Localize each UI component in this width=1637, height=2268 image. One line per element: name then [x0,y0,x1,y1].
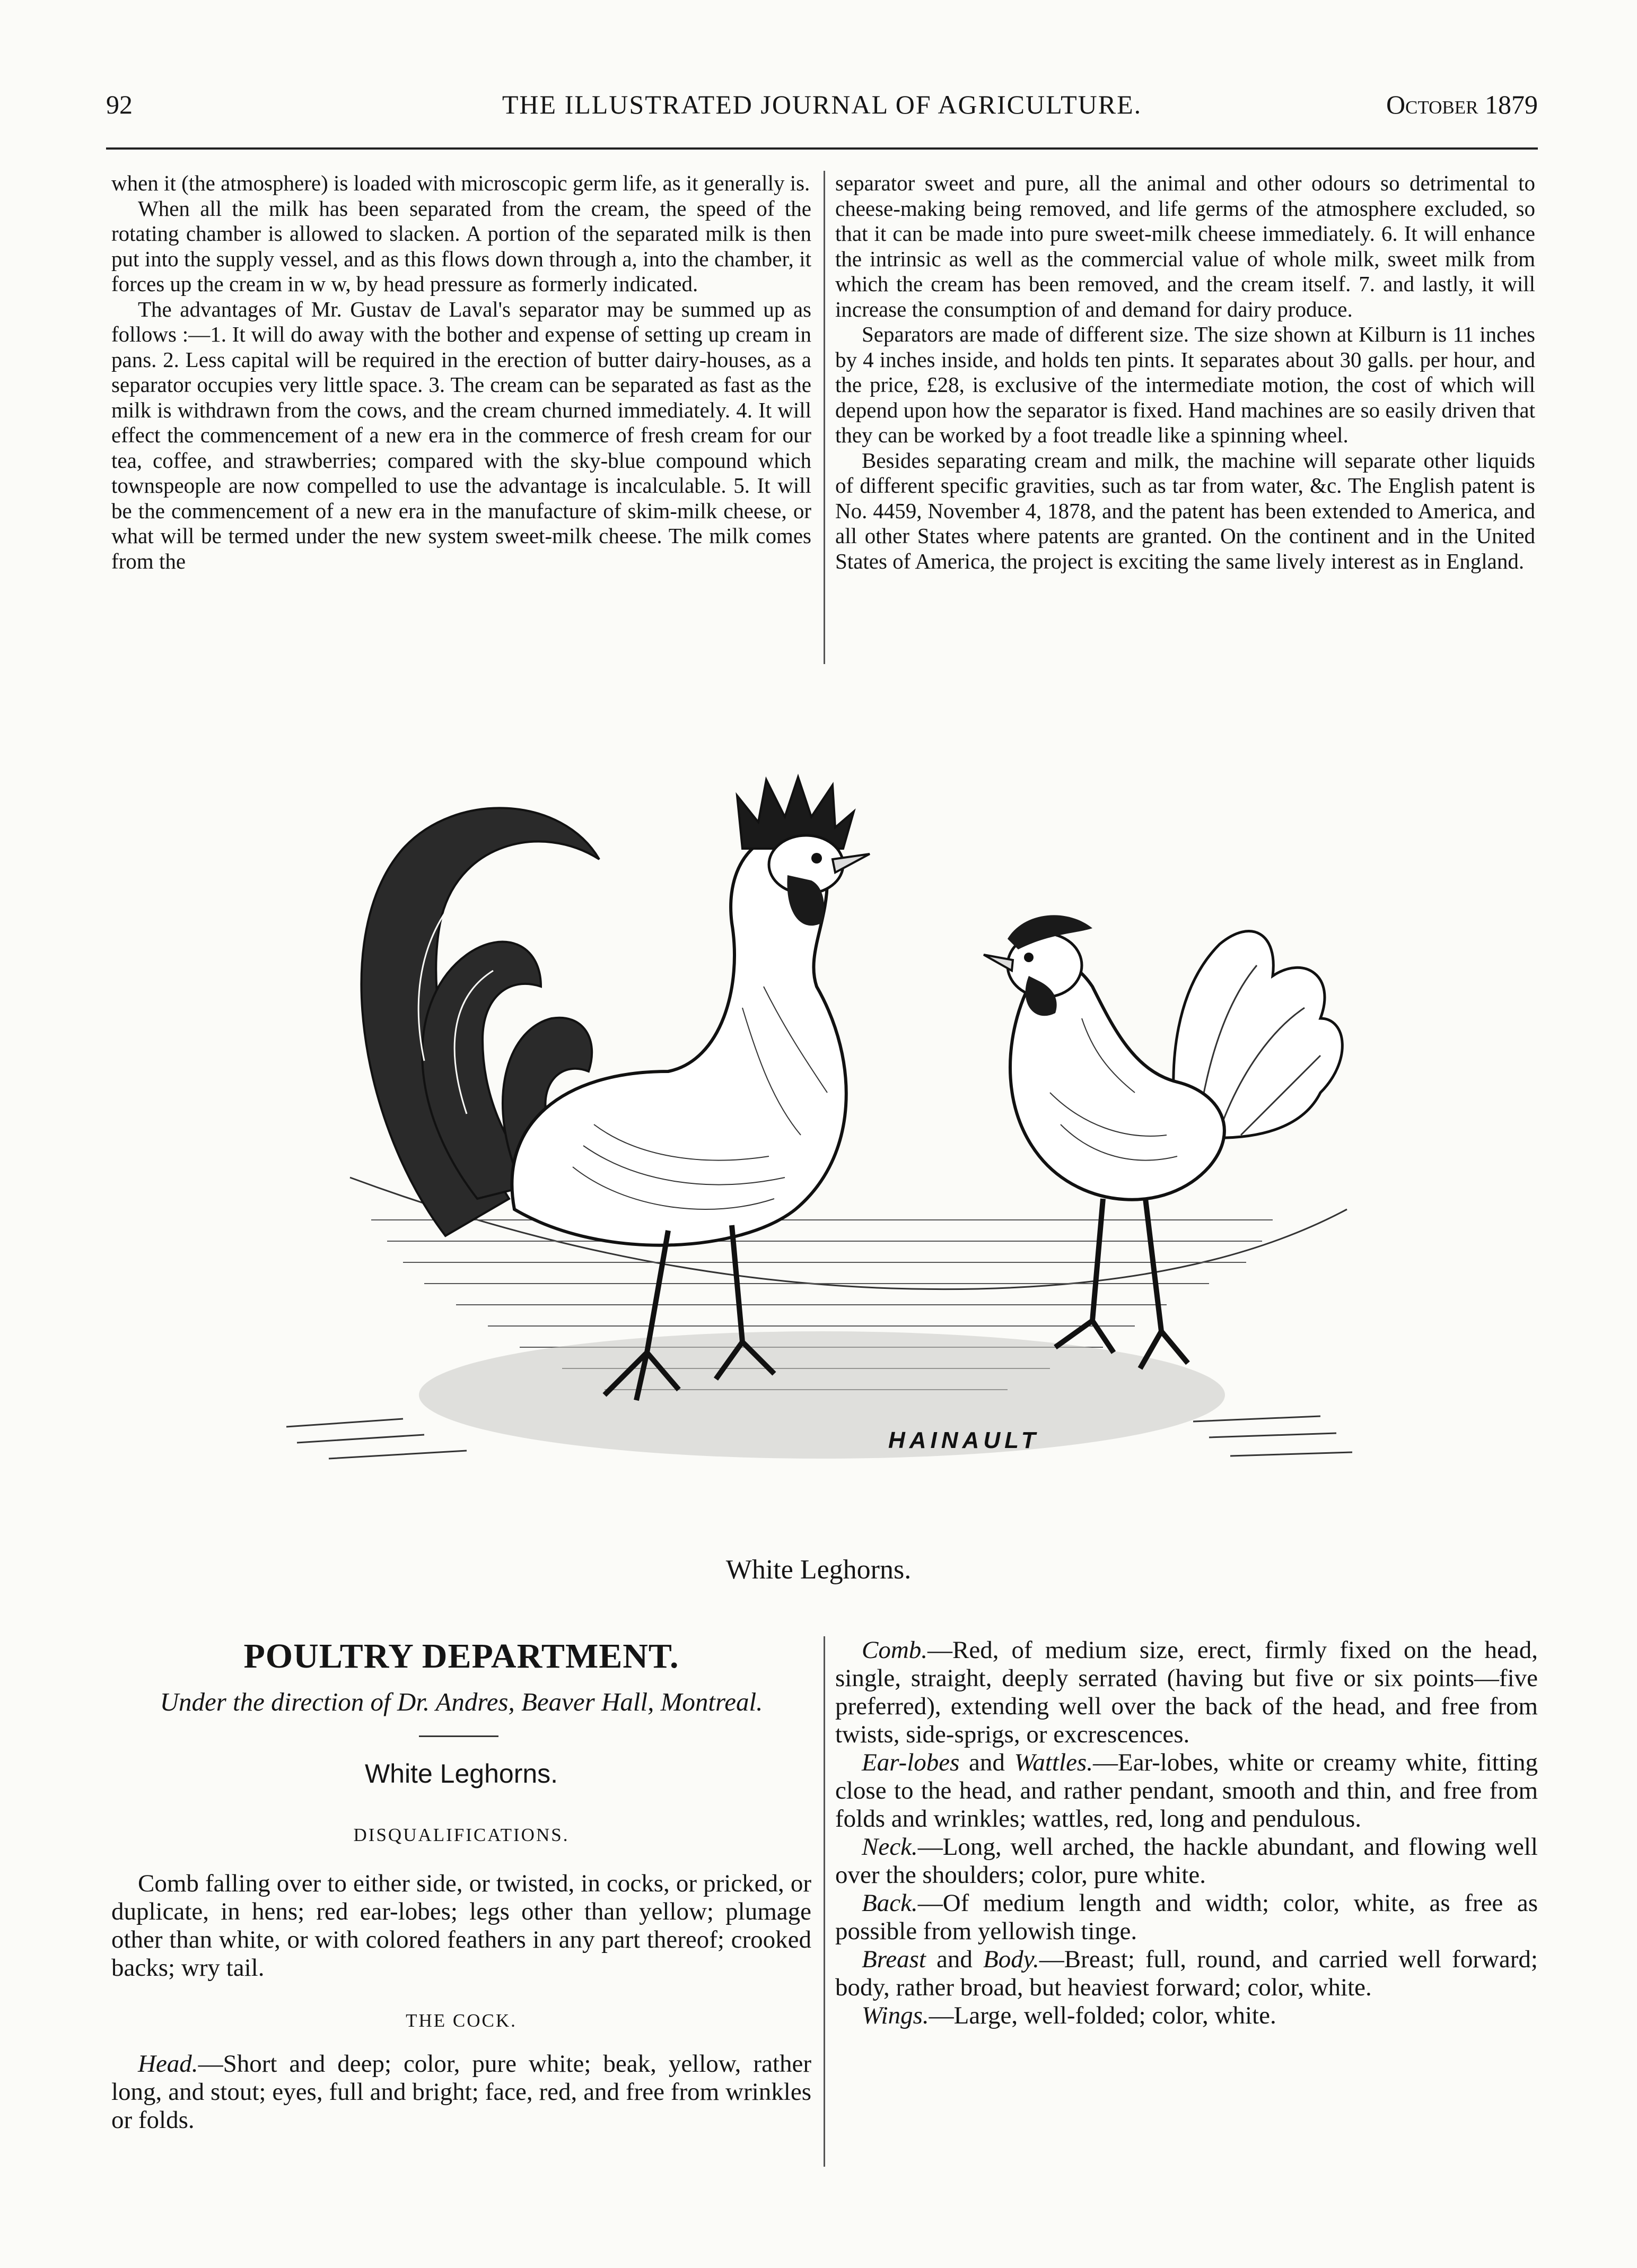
white-leghorns-engraving [265,690,1379,1549]
point-text: —Red, of medium size, erect, firmly fixed on the head, single, straight, deeply serrated (having but five or six points—five preferred), extending well over the back of the head, and free from twists, side-sprigs, or excrescences. [835,1636,1538,1748]
article-column-left [111,171,811,574]
journal-title: THE ILLUSTRATED JOURNAL OF AGRICULTURE. [502,90,1142,119]
paragraph: separator sweet and pure, all the animal and other odours so detrimental to cheese-making being removed, and life germs of the atmosphere excluded, so that it can be made into pure sweet-milk cheese immediately. 6. It will enhance the intrinsic as well as the commercial value of whole milk, sweet milk from which the cream has been removed, and the cream itself. 7. and lastly, it will increase the consumption of and demand for dairy produce. [835,171,1535,321]
point-back [835,1889,1538,1946]
header-rule [106,147,1538,150]
point-wings [835,2002,1538,2030]
breed-heading: White Leghorns. [364,1759,558,1789]
section-subtitle: Under the direction of Dr. Andres, Beaver Hall, Montreal. [160,1687,763,1716]
point-text: —Large, well-folded; color, white. [929,2002,1276,2029]
point-term-2: Body. [983,1946,1039,1973]
page-number: 92 [106,90,133,119]
paragraph: when it (the atmosphere) is loaded with microscopic germ life, as it generally is. [111,171,810,195]
illustration-caption: White Leghorns. [725,1555,912,1585]
point-breast-body [835,1946,1538,2002]
paragraph: The advantages of Mr. Gustav de Laval's separator may be summed up as follows :—1. It will do away with the bother and expense of setting up cream in pans. 2. Less capital will be required in the erection of butter dairy-houses, as a separator occupies very little space. 3. The cream can be separated as fast as the milk is withdrawn from the cows, and the cream churned immediately. 4. It will effect the commencement of a new era in the commerce of fresh cream for our tea, coffee, and strawberries; compared with the sky-blue compound which townspeople are now compelled to use the advantage is incalculable. 5. It will be the commencement of a new era in the manufacture of skim-milk cheese, or what will be termed under the new system sweet-milk cheese. The milk comes from the [111,296,811,573]
point-term-2: Wattles. [1014,1749,1093,1776]
engraver-signature: HAINAULT [888,1427,1040,1453]
point-term: Comb. [862,1636,928,1664]
points-left-column [111,2050,811,2134]
section-title: POULTRY DEPARTMENT. [243,1637,679,1676]
article-column-right [835,171,1535,574]
paragraph: Comb falling over to either side, or twisted, in cocks, or pricked, or duplicate, in hens; red ear-lobes; legs other than yellow; plumage other than white, or with colored feathers in any part thereof; crooked backs; wry tail. [111,1870,811,1982]
point-term: Breast [862,1946,926,1973]
point-text: —Long, well arched, the hackle abundant, and flowing well over the shoulders; color, pure white. [835,1833,1538,1889]
rooster [362,777,870,1400]
point-term: Ear-lobes [862,1749,960,1776]
paragraph: Besides separating cream and milk, the machine will separate other liquids of different specific gravities, such as tar from water, &c. The English patent is No. 4459, November 4, 1878, and the patent has been extended to America, and all other States where patents are granted. On the continent and in the United States of America, the project is exciting the same lively interest as in England. [835,448,1535,573]
point-comb [835,1636,1538,1749]
point-text: —Of medium length and width; color, white, as free as possible from yellowish tinge. [835,1889,1538,1945]
point-text: —Ear-lobes, white or creamy white, fitting close to the head, and rather pendant, smooth and thin, and free from folds and wrinkles; wattles, red, long and pendulous. [835,1749,1538,1833]
point-term: Neck. [862,1833,918,1861]
column-divider [824,171,825,664]
point-neck [835,1833,1538,1889]
point-term: Wings. [862,2002,929,2029]
hen [984,915,1342,1368]
disqualifications-heading: DISQUALIFICATIONS. [353,1825,570,1845]
point-term: Back. [862,1889,918,1917]
paragraph: Separators are made of different size. The size shown at Kilburn is 11 inches by 4 inches inside, and holds ten pints. It separates about 30 galls. per hour, and the price, £28, is exclusive of the intermediate motion, the cost of which will depend upon how the separator is fixed. Hand machines are so easily driven that they can be worked by a foot treadle like a spinning wheel. [835,322,1535,447]
cock-heading: THE COCK. [406,2010,517,2031]
point-ear-lobes-wattles [835,1749,1538,1833]
point-joiner: and [925,1946,984,1973]
point-head [111,2050,811,2134]
column-divider [824,1636,825,2167]
short-rule [419,1735,498,1737]
point-text: —Short and deep; color, pure white; beak, yellow, rather long, and stout; eyes, full and bright; face, red, and free from wrinkles or folds. [111,2050,811,2134]
point-term: Head. [138,2050,198,2078]
issue-date: October 1879 [1386,90,1538,119]
point-joiner: and [959,1749,1014,1776]
disqualifications-text [111,1870,811,1982]
point-text: —Breast; full, round, and carried well forward; body, rather broad, but heaviest forward; color, white. [835,1946,1538,2001]
paragraph: When all the milk has been separated from the cream, the speed of the rotating chamber is allowed to slacken. A portion of the separated milk is then put into the supply vessel, and as this flows down through a, into the chamber, it forces up the cream in w w, by head pressure as formerly indicated. [111,196,811,296]
page-header [106,89,1538,132]
points-right-column [835,1636,1538,2030]
ground-shadow [419,1331,1225,1459]
